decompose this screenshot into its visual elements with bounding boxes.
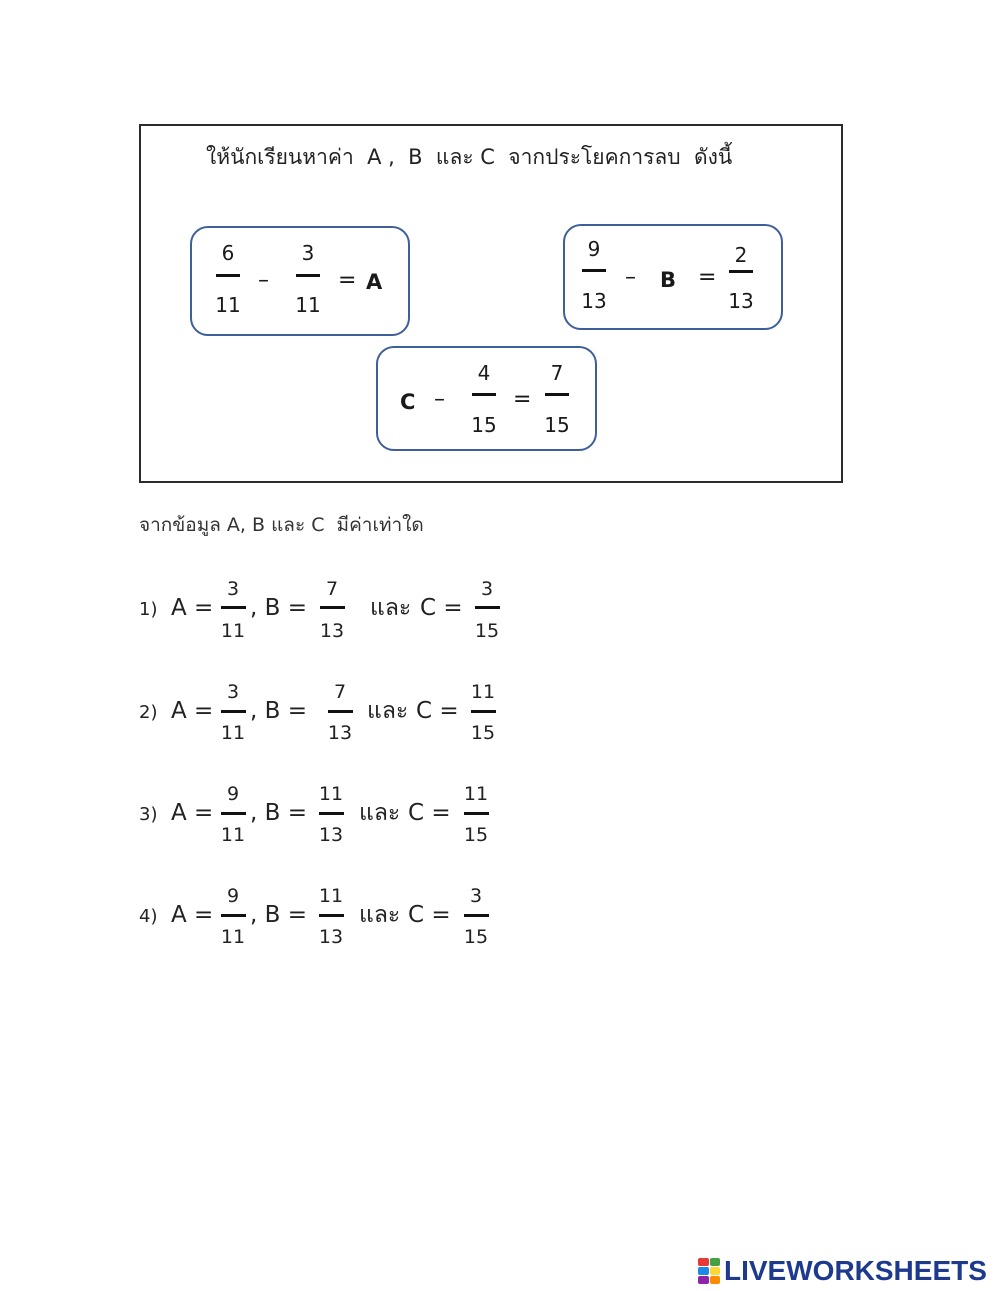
fraction-bar (221, 914, 246, 917)
instruction-text: ให้นักเรียนหาค่า A , B และ C จากประโยคการลบ ดังนี้ (206, 145, 733, 169)
fraction-bar (582, 269, 606, 272)
liveworksheets-brand[interactable] (698, 1256, 987, 1286)
label-c: C = (420, 595, 463, 621)
denominator: 11 (295, 293, 321, 317)
denominator: 11 (220, 722, 246, 744)
fraction-bar (221, 606, 246, 609)
fraction-bar (471, 710, 496, 713)
numerator: 7 (325, 578, 339, 600)
fraction-a (213, 779, 253, 849)
liveworksheets-logo-icon (698, 1258, 720, 1284)
numerator: 11 (318, 783, 344, 805)
equals-sign: = (698, 265, 717, 290)
label-a: A = (171, 698, 214, 724)
numerator: 3 (480, 578, 494, 600)
numerator: 11 (470, 681, 496, 703)
label-a: A = (171, 595, 214, 621)
denominator: 15 (470, 722, 496, 744)
fraction-bar (464, 914, 489, 917)
denominator: 13 (728, 289, 754, 313)
question-text: จากข้อมูล A, B และ C มีค่าเท่าใด (139, 514, 424, 536)
fraction-bar (475, 606, 500, 609)
denominator: 13 (318, 824, 344, 846)
fraction-b (312, 574, 352, 644)
fraction-bar (545, 393, 569, 396)
fraction-b (311, 881, 351, 951)
equals-sign: = (513, 387, 532, 412)
label-b: , B = (250, 595, 307, 621)
denominator: 15 (544, 413, 570, 437)
denominator: 15 (463, 926, 489, 948)
fraction-9-13 (574, 236, 614, 316)
variable-b: B (660, 268, 677, 292)
fraction-bar (464, 812, 489, 815)
numerator: 11 (463, 783, 489, 805)
label-a: A = (171, 902, 214, 928)
label-c: C = (416, 698, 459, 724)
label-a: A = (171, 800, 214, 826)
numerator: 6 (221, 241, 235, 265)
variable-c: C (400, 390, 416, 414)
fraction-bar (729, 270, 753, 273)
fraction-c (467, 574, 507, 644)
label-c: C = (408, 800, 451, 826)
fraction-b (311, 779, 351, 849)
denominator: 13 (318, 926, 344, 948)
option-index: 3) (139, 804, 158, 825)
fraction-2-13 (721, 236, 761, 316)
fraction-bar (328, 710, 353, 713)
option-index: 2) (139, 702, 158, 723)
fraction-c (463, 677, 503, 747)
option-index: 4) (139, 906, 158, 927)
label-c: C = (408, 902, 451, 928)
and-word: และ (370, 595, 412, 621)
fraction-bar (221, 812, 246, 815)
fraction-b (320, 677, 360, 747)
denominator: 11 (215, 293, 241, 317)
denominator: 15 (471, 413, 497, 437)
fraction-bar (319, 812, 344, 815)
fraction-a (213, 677, 253, 747)
and-word: และ (359, 902, 401, 928)
fraction-bar (472, 393, 496, 396)
fraction-bar (319, 914, 344, 917)
label-b: , B = (250, 902, 307, 928)
denominator: 15 (474, 620, 500, 642)
numerator: 9 (587, 237, 601, 261)
minus-sign: – (625, 265, 636, 290)
and-word: และ (367, 698, 409, 724)
option-index: 1) (139, 599, 158, 620)
fraction-c (456, 779, 496, 849)
denominator: 13 (319, 620, 345, 642)
fraction-6-11 (208, 240, 248, 320)
numerator: 3 (226, 578, 240, 600)
denominator: 13 (581, 289, 607, 313)
denominator: 13 (327, 722, 353, 744)
denominator: 11 (220, 620, 246, 642)
denominator: 15 (463, 824, 489, 846)
fraction-3-11 (288, 240, 328, 320)
fraction-c (456, 881, 496, 951)
numerator: 7 (550, 361, 564, 385)
fraction-bar (221, 710, 246, 713)
denominator: 11 (220, 824, 246, 846)
numerator: 11 (318, 885, 344, 907)
numerator: 3 (226, 681, 240, 703)
fraction-a (213, 574, 253, 644)
fraction-7-15 (537, 360, 577, 440)
label-b: , B = (250, 698, 307, 724)
numerator: 7 (333, 681, 347, 703)
label-b: , B = (250, 800, 307, 826)
numerator: 3 (301, 241, 315, 265)
fraction-bar (320, 606, 345, 609)
numerator: 3 (469, 885, 483, 907)
brand-name: LIVEWORKSHEETS (724, 1255, 987, 1286)
denominator: 11 (220, 926, 246, 948)
fraction-4-15 (464, 360, 504, 440)
fraction-bar (216, 274, 240, 277)
equals-sign: = (338, 268, 357, 293)
fraction-a (213, 881, 253, 951)
numerator: 9 (226, 885, 240, 907)
numerator: 4 (477, 361, 491, 385)
fraction-bar (296, 274, 320, 277)
variable-a: A (366, 270, 383, 294)
and-word: และ (359, 800, 401, 826)
numerator: 2 (734, 243, 748, 267)
minus-sign: – (258, 268, 269, 293)
minus-sign: – (434, 387, 445, 412)
numerator: 9 (226, 783, 240, 805)
